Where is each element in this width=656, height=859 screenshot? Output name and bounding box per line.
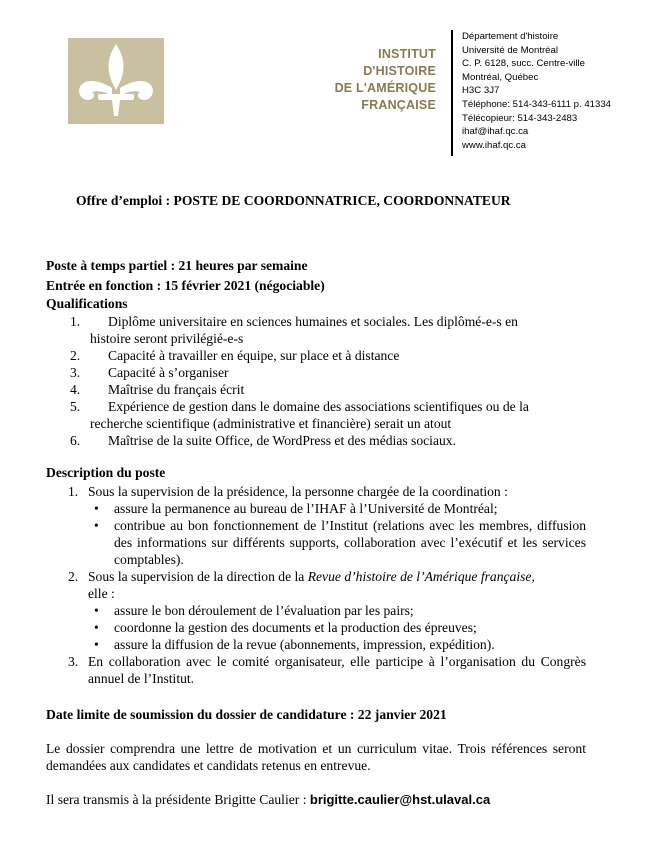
header-divider [451,30,453,156]
description-heading: Description du poste [46,465,166,480]
transmit-text: Il sera transmis à la présidente Brigitte Caulier : [46,792,310,807]
list-item-text: Capacité à travailler en équipe, sur place et à distance [108,348,400,363]
list-item-text [88,568,586,585]
list-number: 3. [70,365,81,380]
list-number: 1. [68,484,79,499]
bullet-icon: • [94,637,99,652]
contact-line: Département d'histoire [462,31,559,42]
contact-line: H3C 3J7 [462,85,500,97]
list-item-text: Diplôme universitaire en sciences humaines et sociales. Les diplômé-e-s en [108,314,518,329]
fleur-de-lis-logo [68,38,164,124]
list-item [46,347,586,364]
list-item [46,381,586,398]
contact-line: C. P. 6128, succ. Centre-ville [462,58,585,70]
institute-name [300,46,436,114]
offer-title: Offre d’emploi : POSTE DE COORDONNATRICE, COORDONNATEUR [76,193,511,208]
journal-title: Revue d’histoire de l’Amérique française, [307,569,535,584]
qualifications-list [46,313,586,449]
contact-line: Montréal, Québec [462,71,539,83]
bullet-icon: • [94,501,99,516]
bullet-icon: • [94,620,99,635]
bullet-list [88,602,586,653]
list-item-text-start: Sous la supervision de la direction de la [88,569,308,584]
list-number: 1. [70,314,81,329]
bullet-item [88,619,586,636]
bullet-icon: • [94,518,99,533]
dossier-paragraph: Le dossier comprendra une lettre de motivation et un curriculum vitae. Trois références seront demandées aux candidates et candidats retenus en entrevue. [46,741,586,773]
start-date: Entrée en fonction : 15 février 2021 (négociable) [46,278,325,293]
qualifications-heading: Qualifications [46,296,128,311]
contact-email-link[interactable]: brigitte.caulier@hst.ulaval.ca [309,792,491,807]
bullet-item [88,636,586,653]
list-number: 5. [70,399,81,414]
transmit-paragraph [46,791,586,808]
institute-name-line: INSTITUT [378,47,436,61]
list-item-text: Maîtrise du français écrit [108,382,245,397]
list-item [46,483,586,568]
bullet-item [88,602,586,619]
bullet-text: contribue au bon fonctionnement de l’Institut (relations avec les membres, diffusion des informations sur différents supports, collaboration avec l’exécutif et les services comptables). [114,518,586,567]
list-number: 3. [68,654,79,669]
list-number: 2. [70,348,81,363]
contact-block [462,30,611,152]
list-item-text: Capacité à s’organiser [108,365,229,380]
list-item [46,364,586,381]
bullet-icon: • [94,603,99,618]
post-type: Poste à temps partiel : 21 heures par semaine [46,258,308,273]
bullet-list [88,500,586,568]
bullet-text: assure la permanence au bureau de l’IHAF à l’Université de Montréal; [114,501,498,516]
list-item-text-cont: histoire seront privilégié-e-s [90,331,244,346]
contact-phone: Téléphone: 514-343-6111 p. 41334 [462,98,612,110]
bullet-text: assure la diffusion de la revue (abonnements, impression, expédition). [114,637,495,652]
list-item-text: Expérience de gestion dans le domaine des associations scientifiques ou de la [108,399,529,414]
deadline: Date limite de soumission du dossier de candidature : 22 janvier 2021 [46,707,447,722]
description-list [46,483,586,687]
list-item [46,313,586,347]
institute-name-line: DE L'AMÉRIQUE [334,81,436,95]
list-number: 4. [70,382,81,397]
list-number: 6. [70,433,81,448]
contact-line: Université de Montréal [462,44,558,56]
list-item-text: Sous la supervision de la présidence, la personne chargée de la coordination : [88,484,508,499]
bullet-text: assure le bon déroulement de l’évaluation par les pairs; [114,603,414,618]
list-item [46,653,586,687]
bullet-item [88,500,586,517]
contact-website[interactable]: www.ihaf.qc.ca [462,139,526,151]
contact-email[interactable]: ihaf@ihaf.qc.ca [462,126,529,138]
institute-name-line: D'HISTOIRE [363,64,436,78]
contact-fax: Télécopieur: 514-343-2483 [462,112,578,124]
list-item-text: Maîtrise de la suite Office, de WordPress et des médias sociaux. [108,433,456,448]
list-item [46,432,586,449]
list-number: 2. [68,569,79,584]
bullet-item [88,517,586,568]
list-item [46,568,586,653]
list-item [46,398,586,432]
list-item-text-cont: recherche scientifique (administrative et financière) serait un atout [90,416,452,431]
list-item-text: En collaboration avec le comité organisateur, elle participe à l’organisation du Congrès annuel de l’Institut. [88,654,586,686]
list-item-text-end: elle : [88,586,115,601]
bullet-text: coordonne la gestion des documents et la production des épreuves; [114,620,477,635]
institute-name-line: FRANÇAISE [361,98,436,112]
